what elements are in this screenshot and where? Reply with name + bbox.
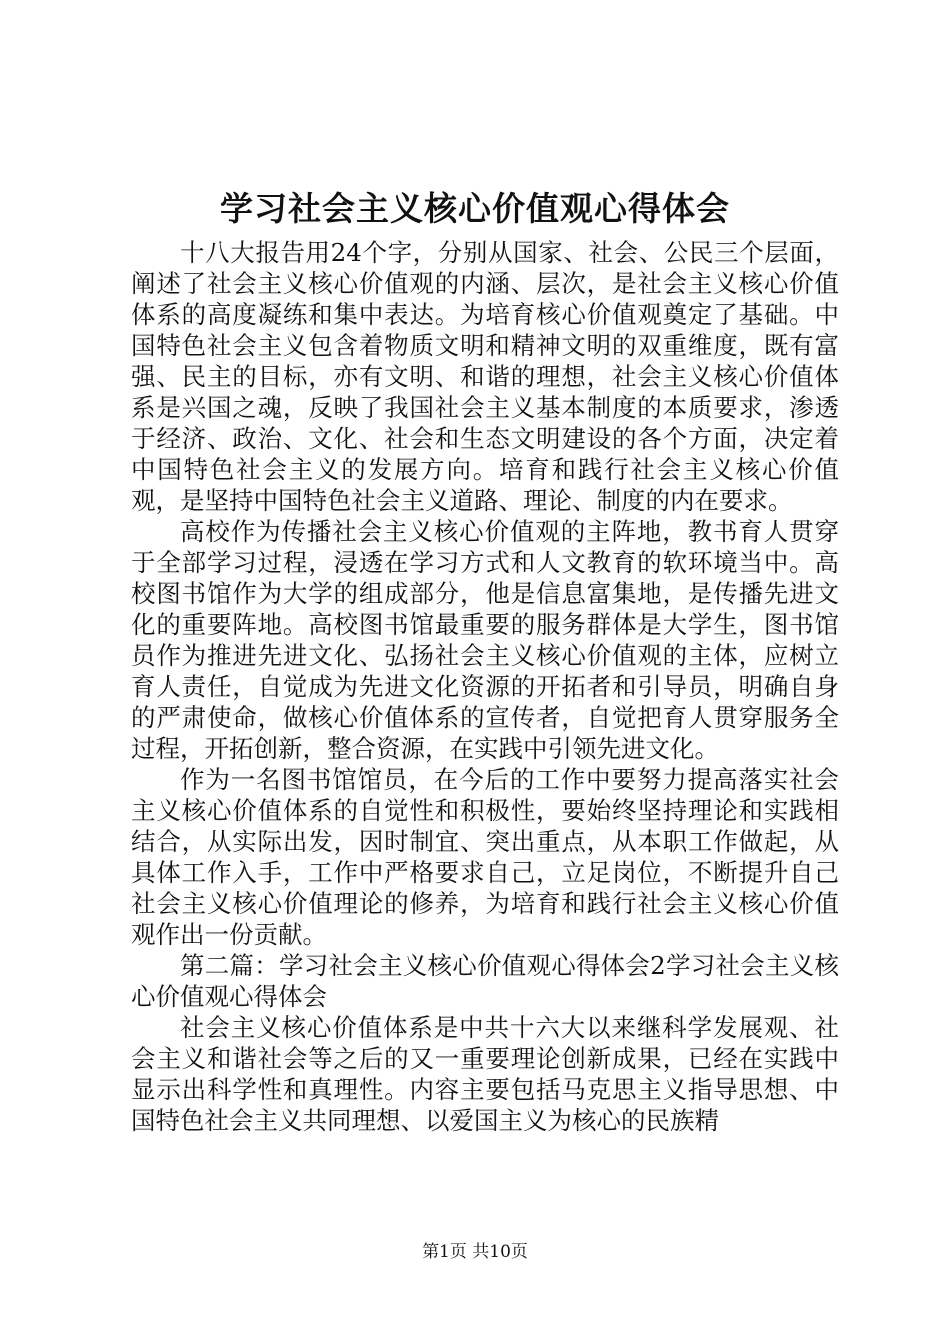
document-body [131,237,839,1136]
paragraph-4: 社会主义核心价值体系是中共十六大以来继科学发展观、社会主义和谐社会等之后的又一重要理论创新成果，已经在实践中显示出科学性和真理性。内容主要包括马克思主义指导思想、中国特色社会主义共同理想、以爱国主义为核心的民族精 [131,1013,839,1135]
paragraph-1: 十八大报告用24个字，分别从国家、社会、公民三个层面，阐述了社会主义核心价值观的内涵、层次，是社会主义核心价值体系的高度凝练和集中表达。为培育核心价值观奠定了基础。中国特色社会主义包含着物质文明和精神文明的双重维度，既有富强、民主的目标，亦有文明、和谐的理想，社会主义核心价值体系是兴国之魂，反映了我国社会主义基本制度的本质要求，渗透于经济、政治、文化、社会和生态文明建设的各个方面，决定着中国特色社会主义的发展方向。培育和践行社会主义核心价值观，是坚持中国特色社会主义道路、理论、制度的内在要求。 [131,238,839,515]
section-heading-2: 第二篇：学习社会主义核心价值观心得体会2学习社会主义核心价值观心得体会 [131,951,839,1011]
paragraph-3: 作为一名图书馆馆员，在今后的工作中要努力提高落实社会主义核心价值体系的自觉性和积极性，要始终坚持理论和实践相结合，从实际出发，因时制宜、突出重点，从本职工作做起，从具体工作入手，工作中严格要求自己，立足岗位，不断提升自己社会主义核心价值理论的修养，为培育和践行社会主义核心价值观作出一份贡献。 [131,765,839,949]
paragraph-2: 高校作为传播社会主义核心价值观的主阵地，教书育人贯穿于全部学习过程，浸透在学习方式和人文教育的软环境当中。高校图书馆作为大学的组成部分，他是信息富集地，是传播先进文化的重要阵地。高校图书馆最重要的服务群体是大学生，图书馆员作为推进先进文化、弘扬社会主义核心价值观的主体，应树立育人责任，自觉成为先进文化资源的开拓者和引导员，明确自身的严肃使命，做核心价值体系的宣传者，自觉把育人贯穿服务全过程，开拓创新，整合资源，在实践中引领先进文化。 [131,517,839,763]
document-title: 学习社会主义核心价值观心得体会 [220,189,730,228]
page-footer: 第1页 共10页 [422,1242,528,1262]
